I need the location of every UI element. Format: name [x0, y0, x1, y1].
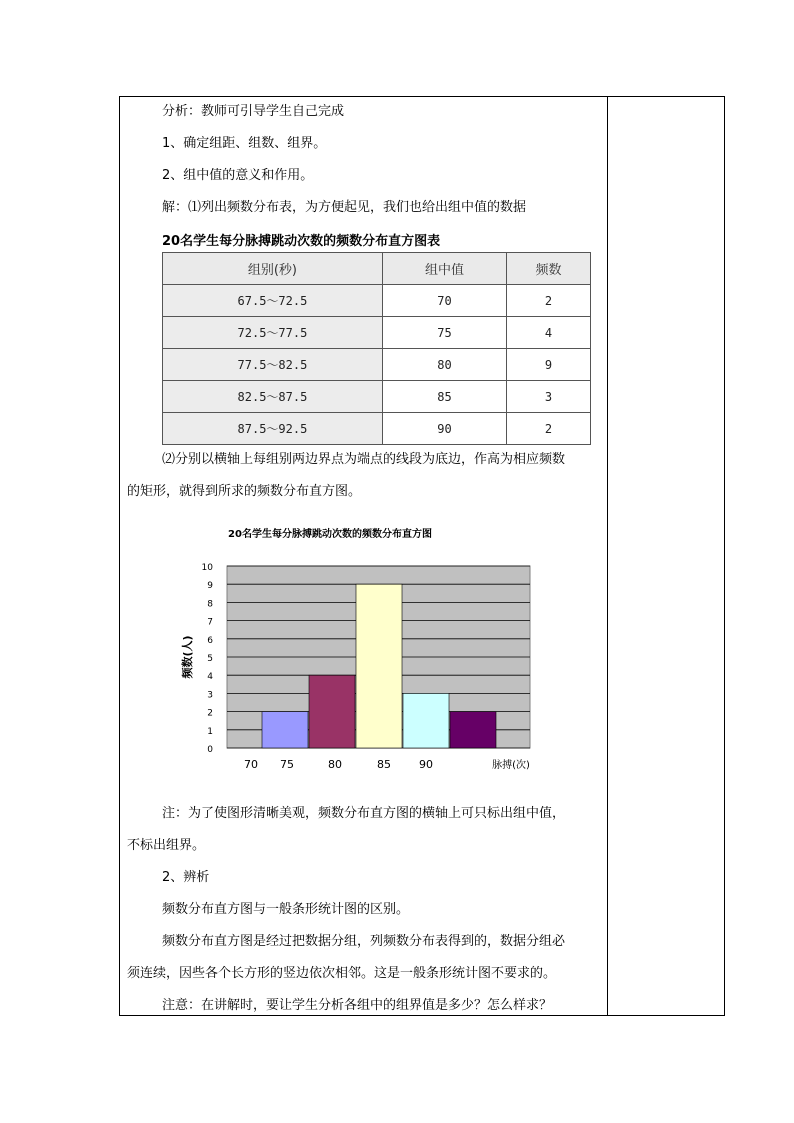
analysis-line: 分析：教师可引导学生自己完成: [162, 104, 345, 119]
note-line: 注：为了使图形清晰美观，频数分布直方图的横轴上可只标出组中值，: [162, 806, 566, 821]
midpoint-cell: 70: [382, 285, 506, 317]
frequency-cell: 9: [507, 349, 591, 381]
table-row: [163, 349, 591, 381]
header-frequency: 频数: [507, 253, 591, 285]
group-cell: 67.5～72.5: [163, 285, 383, 317]
midpoint-cell: 90: [382, 413, 506, 445]
bar-70: [262, 712, 308, 748]
frequency-cell: 4: [507, 317, 591, 349]
header-midpoint: 组中值: [382, 253, 506, 285]
group-cell: 82.5～87.5: [163, 381, 383, 413]
x-tick-label: 80: [328, 758, 342, 771]
bar-85: [403, 693, 449, 748]
step-1-line: 1、确定组距、组数、组界。: [162, 136, 327, 151]
group-cell: 77.5～82.5: [163, 349, 383, 381]
table-row: [163, 317, 591, 349]
frequency-table: [162, 252, 591, 445]
x-tick-label: 85: [377, 758, 391, 771]
histogram-chart: [165, 518, 565, 780]
y-tick-label: 7: [207, 617, 213, 628]
section-discrimination: 2、辨析: [162, 870, 210, 885]
group-cell: 87.5～92.5: [163, 413, 383, 445]
y-axis-ticks: [202, 563, 214, 755]
y-axis-label: 频数(人): [181, 635, 194, 679]
y-tick-label: 9: [207, 581, 213, 592]
attention-line: 注意：在讲解时，要让学生分析各组中的组界值是多少？怎么样求？: [162, 998, 553, 1013]
bar-90: [450, 712, 496, 748]
solution-line: 解：⑴列出频数分布表，为方便起见，我们也给出组中值的数据: [162, 200, 527, 215]
table-row: [163, 285, 591, 317]
chart-title: 20名学生每分脉搏跳动次数的频数分布直方图: [228, 529, 432, 540]
bar-80: [356, 584, 402, 748]
frequency-cell: 2: [507, 285, 591, 317]
group-cell: 72.5～77.5: [163, 317, 383, 349]
table-row: [163, 413, 591, 445]
y-tick-label: 4: [207, 672, 213, 683]
discrimination-answer-cont: 须连续，因些各个长方形的竖边依次相邻。这是一般条形统计图不要求的。: [127, 966, 557, 981]
midpoint-cell: 85: [382, 381, 506, 413]
step-2-instruction: ⑵分别以横轴上每组别两边界点为端点的线段为底边，作高为相应频数: [162, 452, 566, 467]
y-tick-label: 5: [207, 654, 213, 664]
x-tick-label: 75: [280, 758, 294, 771]
bar-75: [309, 675, 355, 748]
x-tick-label: 90: [419, 758, 433, 771]
table-title: 20名学生每分脉搏跳动次数的频数分布直方图表: [162, 234, 441, 249]
step-2-line: 2、组中值的意义和作用。: [162, 168, 314, 183]
midpoint-cell: 80: [382, 349, 506, 381]
y-tick-label: 2: [207, 708, 213, 719]
y-tick-label: 0: [207, 745, 213, 755]
note-line-cont: 不标出组界。: [127, 838, 206, 853]
x-axis-ticks: [244, 758, 433, 771]
table-header-row: [163, 253, 591, 285]
y-tick-label: 8: [207, 599, 213, 610]
discrimination-answer: 频数分布直方图是经过把数据分组，列频数分布表得到的，数据分组必: [162, 934, 566, 949]
discrimination-question: 频数分布直方图与一般条形统计图的区别。: [162, 902, 410, 917]
table-row: [163, 381, 591, 413]
column-divider: [607, 96, 608, 1016]
y-tick-label: 1: [207, 726, 213, 737]
y-tick-label: 6: [207, 635, 213, 646]
midpoint-cell: 75: [382, 317, 506, 349]
y-tick-label: 10: [201, 563, 213, 573]
x-axis-label: 脉搏(次): [492, 760, 530, 771]
frequency-cell: 3: [507, 381, 591, 413]
step-2-instruction-cont: 的矩形，就得到所求的频数分布直方图。: [127, 484, 362, 499]
header-group: 组别(秒): [163, 253, 383, 285]
frequency-cell: 2: [507, 413, 591, 445]
y-tick-label: 3: [207, 690, 213, 701]
x-tick-label: 70: [244, 758, 258, 771]
